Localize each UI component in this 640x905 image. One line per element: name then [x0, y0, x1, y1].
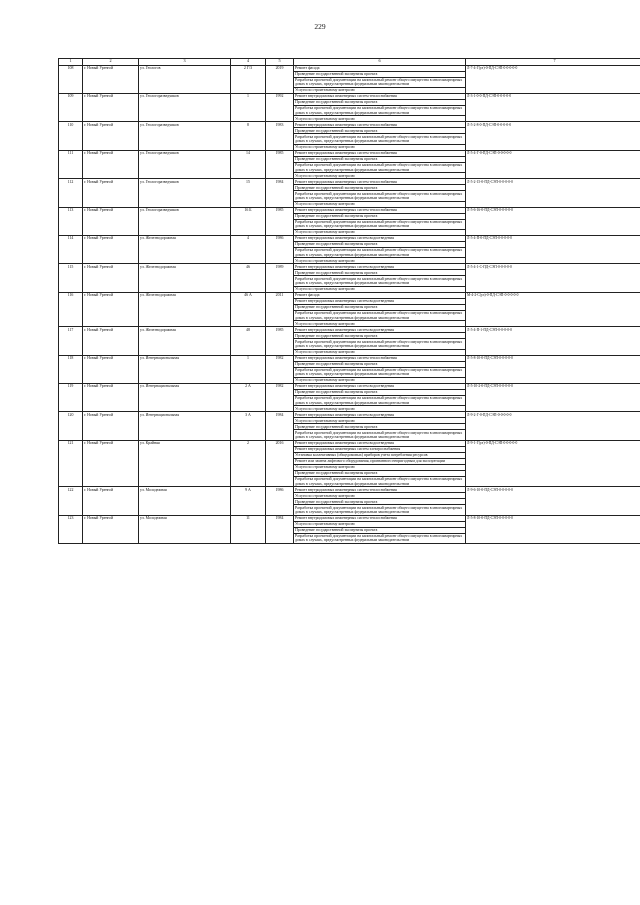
year-cell: 1984 — [266, 515, 294, 543]
row-number: 123 — [59, 515, 83, 543]
street-cell: ул. Геологоразведчиков — [139, 94, 231, 122]
row-number: 110 — [59, 122, 83, 150]
street-cell: ул. Геологоразведчиков — [139, 150, 231, 178]
work-type-cell: Проведение государственной экспертизы проекта — [294, 128, 466, 134]
row-number: 112 — [59, 179, 83, 207]
street-cell: ул. Геологоразведчиков — [139, 122, 231, 150]
city-cell: г. Новый Уренгой — [83, 65, 139, 93]
work-type-cell: Разработка проектной документации на капитальный ремонт общего имущества в многоквартирных домах в случаях, предусмотренных федеральным законодательством — [294, 276, 466, 286]
city-cell: г. Новый Уренгой — [83, 515, 139, 543]
city-cell: г. Новый Уренгой — [83, 264, 139, 292]
house-number-cell: 46 А — [231, 292, 266, 326]
row-number: 116 — [59, 292, 83, 326]
work-type-cell: Услуги по строительному контролю — [294, 464, 466, 470]
work-type-cell: Проведение государственной экспертизы проекта — [294, 499, 466, 505]
code-cell: Л-5-4-П-1-ПД-СЭП-0-0-0-0-0 — [466, 327, 640, 355]
code-cell: Л-7-4-Г(ул)-0-ПД-СЭП-0-0-0-0-0 — [466, 65, 640, 93]
city-cell: г. Новый Уренгой — [83, 94, 139, 122]
house-number-cell: 2 Г/3 — [231, 65, 266, 93]
table-row — [59, 355, 640, 361]
table-row — [59, 264, 640, 270]
work-type-cell: Разработка проектной документации на капитальный ремонт общего имущества в многоквартирных домах в случаях, предусмотренных федеральным законодательством — [294, 134, 466, 144]
work-type-cell: Ремонт внутридомовых инженерных систем теплоснабжения — [294, 94, 466, 100]
work-type-cell: Разработка проектной документации на капитальный ремонт общего имущества в многоквартирных домах в случаях, предусмотренных федеральным законодательством — [294, 219, 466, 229]
table-row — [59, 122, 640, 128]
row-number: 113 — [59, 207, 83, 235]
row-number: 117 — [59, 327, 83, 355]
work-type-cell: Проведение государственной экспертизы проекта — [294, 527, 466, 533]
year-cell: 1985 — [266, 150, 294, 178]
work-type-cell: Услуги по строительному контролю — [294, 286, 466, 292]
work-type-cell: Разработка проектной документации на капитальный ремонт общего имущества в многоквартирных домах в случаях, предусмотренных федеральным законодательством — [294, 505, 466, 515]
work-type-cell: Разработка проектной документации на капитальный ремонт общего имущества в многоквартирных домах в случаях, предусмотренных федеральным законодательством — [294, 191, 466, 201]
work-type-cell: Проведение государственной экспертизы проекта — [294, 270, 466, 276]
work-type-cell: Разработка проектной документации на капитальный ремонт общего имущества в многоквартирных домах в случаях, предусмотренных федеральным законодательством — [294, 248, 466, 258]
house-number-cell: 14 — [231, 150, 266, 178]
work-type-cell: Услуги по строительному контролю — [294, 201, 466, 207]
table-row — [59, 94, 640, 100]
table-row — [59, 440, 640, 446]
year-cell: 1986 — [266, 487, 294, 515]
work-type-cell: Услуги по строительному контролю — [294, 116, 466, 122]
work-type-cell: Разработка проектной документации на капитальный ремонт общего имущества в многоквартирных домах в случаях, предусмотренных федеральным законодательством — [294, 476, 466, 486]
table-row — [59, 487, 640, 493]
work-type-cell: Разработка проектной документации на капитальный ремонт общего имущества в многоквартирных домах в случаях, предусмотренных федеральным законодательством — [294, 533, 466, 543]
city-cell: г. Новый Уренгой — [83, 384, 139, 412]
work-type-cell: Услуги по строительному контролю — [294, 493, 466, 499]
col-header-4: 4 — [231, 59, 266, 66]
row-number: 118 — [59, 355, 83, 383]
col-header-7: 7 — [466, 59, 640, 66]
year-cell: 2016 — [266, 440, 294, 486]
work-type-cell: Проведение государственной экспертизы проекта — [294, 390, 466, 396]
house-number-cell: 16 Б — [231, 207, 266, 235]
row-number: 120 — [59, 412, 83, 440]
street-cell: ул. Крайняя — [139, 440, 231, 486]
work-type-cell: Установка коллективных (общедомовых) приборов учета потребления ресурсов — [294, 452, 466, 458]
work-type-cell: Услуги по строительному контролю — [294, 406, 466, 412]
street-cell: ул. Геологоразведчиков — [139, 179, 231, 207]
work-type-cell: Проведение государственной экспертизы проекта — [294, 424, 466, 430]
year-cell: 2019 — [266, 65, 294, 93]
street-cell: ул. Молодежная — [139, 515, 231, 543]
year-cell: 1982 — [266, 355, 294, 383]
year-cell: 1984 — [266, 179, 294, 207]
work-type-cell: Услуги по строительному контролю — [294, 144, 466, 150]
work-type-cell: Услуги по строительному контролю — [294, 321, 466, 327]
work-type-cell: Ремонт внутридомовых инженерных систем водоотведения — [294, 327, 466, 333]
city-cell: г. Новый Уренгой — [83, 179, 139, 207]
house-number-cell: 11 — [231, 515, 266, 543]
work-type-cell: Разработка проектной документации на капитальный ремонт общего имущества в многоквартирных домах в случаях, предусмотренных федеральным законодательством — [294, 77, 466, 87]
code-cell: Л-9-1-Г(ул)-0-ПД-СЭП-0-0-0-0-0 — [466, 440, 640, 486]
house-number-cell: 4 — [231, 236, 266, 264]
table-row — [59, 327, 640, 333]
code-cell: Л-5-4-П-0-ПД-СЭП-0-0-0-0-0 — [466, 236, 640, 264]
street-cell: ул. Геологоразведчиков — [139, 207, 231, 235]
street-cell: ул. Интернациональная — [139, 412, 231, 440]
work-type-cell: Разработка проектной документации на капитальный ремонт общего имущества в многоквартирных домах в случаях, предусмотренных федеральным законодательством — [294, 367, 466, 377]
work-type-cell: Ремонт внутридомовых инженерных систем теплоснабжения — [294, 150, 466, 156]
year-cell: 1985 — [266, 327, 294, 355]
work-type-cell: Ремонт внутридомовых инженерных систем теплоснабжения — [294, 122, 466, 128]
work-type-cell: Ремонт внутридомовых инженерных систем водоотведения — [294, 440, 466, 446]
work-type-cell: Разработка проектной документации на капитальный ремонт общего имущества в многоквартирных домах в случаях, предусмотренных федеральным законодательством — [294, 310, 466, 320]
work-type-cell: Услуги по строительному контролю — [294, 521, 466, 527]
year-cell: 1982 — [266, 384, 294, 412]
house-number-cell: 3 А — [231, 412, 266, 440]
table-row — [59, 384, 640, 390]
street-cell: ул. Интернациональная — [139, 384, 231, 412]
table-row — [59, 150, 640, 156]
code-cell: Л-5-4-1-С-ПД-СЭП-0-0-0-0-0 — [466, 264, 640, 292]
work-type-cell: Проведение государственной экспертизы проекта — [294, 304, 466, 310]
work-type-cell: Проведение государственной экспертизы проекта — [294, 100, 466, 106]
work-type-cell: Услуги по строительному контролю — [294, 378, 466, 384]
code-cell: М-4-2-С(ул)-0-ПД-СЭП-0-0-0-0-0 — [466, 292, 640, 326]
work-type-cell: Проведение государственной экспертизы проекта — [294, 470, 466, 476]
code-cell: Л-9-2-Г-0-ПД-СЭП-0-0-0-0-0 — [466, 412, 640, 440]
header-row — [59, 59, 640, 66]
city-cell: г. Новый Уренгой — [83, 292, 139, 326]
work-type-cell: Ремонт внутридомовых инженерных систем водоотведения — [294, 264, 466, 270]
work-type-cell: Ремонт внутридомовых инженерных систем водоотведения — [294, 384, 466, 390]
street-cell: ул. Интернациональная — [139, 355, 231, 383]
work-type-cell: Услуги по строительному контролю — [294, 418, 466, 424]
year-cell: 1983 — [266, 122, 294, 150]
city-cell: г. Новый Уренгой — [83, 122, 139, 150]
table-row — [59, 236, 640, 242]
code-cell: Л-3-1-0-0-ПД-СЭП-0-0-0-0-0 — [466, 94, 640, 122]
code-cell: Л-5-2-8-0-ПД-СЭП-0-0-0-0-0 — [466, 122, 640, 150]
work-type-cell: Ремонт внутридомовых инженерных систем водоотведения — [294, 412, 466, 418]
row-number: 122 — [59, 487, 83, 515]
work-type-cell: Разработка проектной документации на капитальный ремонт общего имущества в многоквартирных домах в случаях, предусмотренных федеральным законодательством — [294, 339, 466, 349]
register-table — [58, 58, 640, 544]
house-number-cell: 2 — [231, 440, 266, 486]
work-type-cell: Ремонт внутридомовых инженерных систем электроснабжения — [294, 446, 466, 452]
city-cell: г. Новый Уренгой — [83, 236, 139, 264]
table-row — [59, 179, 640, 185]
house-number-cell: 46 — [231, 264, 266, 292]
work-type-cell: Услуги по строительному контролю — [294, 230, 466, 236]
work-type-cell: Услуги по строительному контролю — [294, 349, 466, 355]
work-type-cell: Ремонт внутридомовых инженерных систем теплоснабжения — [294, 207, 466, 213]
work-type-cell: Ремонт фасада — [294, 292, 466, 298]
work-type-cell: Проведение государственной экспертизы проекта — [294, 185, 466, 191]
house-number-cell: 9 А — [231, 487, 266, 515]
city-cell: г. Новый Уренгой — [83, 355, 139, 383]
code-cell: Л-5-6-16-0-ПД-СЭП-0-0-0-0-0 — [466, 207, 640, 235]
row-number: 119 — [59, 384, 83, 412]
work-type-cell: Ремонт внутридомовых инженерных систем водоотведения — [294, 298, 466, 304]
street-cell: ул. Геологов — [139, 65, 231, 93]
street-cell: ул. Железнодорожная — [139, 292, 231, 326]
col-header-3: 3 — [139, 59, 231, 66]
work-type-cell: Ремонт внутридомовых инженерных систем водоотведения — [294, 236, 466, 242]
work-type-cell: Ремонт фасада — [294, 65, 466, 71]
city-cell: г. Новый Уренгой — [83, 440, 139, 486]
house-number-cell: 8 — [231, 122, 266, 150]
code-cell: Л-5-4-Г-0-ПД-СЭП-0-0-0-0-0 — [466, 150, 640, 178]
row-number: 111 — [59, 150, 83, 178]
work-type-cell: Разработка проектной документации на капитальный ремонт общего имущества в многоквартирных домах в случаях, предусмотренных федеральным законодательством — [294, 430, 466, 440]
city-cell: г. Новый Уренгой — [83, 412, 139, 440]
street-cell: ул. Железнодорожная — [139, 327, 231, 355]
table-row — [59, 412, 640, 418]
year-cell: 2011 — [266, 292, 294, 326]
work-type-cell: Разработка проектной документации на капитальный ремонт общего имущества в многоквартирных домах в случаях, предусмотренных федеральным законодательством — [294, 106, 466, 116]
street-cell: ул. Железнодорожная — [139, 264, 231, 292]
year-cell: 1984 — [266, 412, 294, 440]
work-type-cell: Разработка проектной документации на капитальный ремонт общего имущества в многоквартирных домах в случаях, предусмотренных федеральным законодательством — [294, 162, 466, 172]
work-type-cell: Услуги по строительному контролю — [294, 173, 466, 179]
row-number: 109 — [59, 94, 83, 122]
house-number-cell: 1 — [231, 355, 266, 383]
row-number: 121 — [59, 440, 83, 486]
col-header-5: 5 — [266, 59, 294, 66]
code-cell: Л-9-6-10-0-ПД-СЭП-0-0-0-0-0 — [466, 487, 640, 515]
year-cell: 1989 — [266, 264, 294, 292]
row-number: 115 — [59, 264, 83, 292]
work-type-cell: Услуги по строительному контролю — [294, 258, 466, 264]
code-cell: Л-5-8-10-0-ПД-СЭП-0-0-0-0-0 — [466, 515, 640, 543]
code-cell: Л-5-8-10-0-ПД-СЭП-0-0-0-0-0 — [466, 355, 640, 383]
work-type-cell: Проведение государственной экспертизы проекта — [294, 242, 466, 248]
house-number-cell: 48 — [231, 327, 266, 355]
table-row — [59, 207, 640, 213]
work-type-cell: Ремонт внутридомовых инженерных систем теплоснабжения — [294, 487, 466, 493]
row-number: 114 — [59, 236, 83, 264]
code-cell: Л-5-2-15-0-ПД-СЭП-0-0-0-0-0 — [466, 179, 640, 207]
work-type-cell: Проведение государственной экспертизы проекта — [294, 361, 466, 367]
year-cell: 1992 — [266, 94, 294, 122]
work-type-cell: Проведение государственной экспертизы проекта — [294, 156, 466, 162]
page-number: 229 — [314, 22, 326, 31]
work-type-cell: Проведение государственной экспертизы проекта — [294, 333, 466, 339]
work-type-cell: Разработка проектной документации на капитальный ремонт общего имущества в многоквартирных домах в случаях, предусмотренных федеральным законодательством — [294, 396, 466, 406]
work-type-cell: Проведение государственной экспертизы проекта — [294, 213, 466, 219]
house-number-cell: 1 — [231, 94, 266, 122]
city-cell: г. Новый Уренгой — [83, 327, 139, 355]
city-cell: г. Новый Уренгой — [83, 487, 139, 515]
work-type-cell: Ремонт или замена лифтового оборудования, признанного непригодным для эксплуатации — [294, 458, 466, 464]
house-number-cell: 15 — [231, 179, 266, 207]
year-cell: 1985 — [266, 207, 294, 235]
house-number-cell: 2 А — [231, 384, 266, 412]
work-type-cell: Ремонт внутридомовых инженерных систем теплоснабжения — [294, 179, 466, 185]
col-header-1: 1 — [59, 59, 83, 66]
col-header-2: 2 — [83, 59, 139, 66]
work-type-cell: Ремонт внутридомовых инженерных систем теплоснабжения — [294, 515, 466, 521]
col-header-6: 6 — [294, 59, 466, 66]
table-row — [59, 515, 640, 521]
code-cell: Л-5-10-2-0-ПД-СЭП-0-0-0-0-0 — [466, 384, 640, 412]
work-type-cell: Проведение государственной экспертизы проекта — [294, 71, 466, 77]
city-cell: г. Новый Уренгой — [83, 207, 139, 235]
city-cell: г. Новый Уренгой — [83, 150, 139, 178]
work-type-cell: Услуги по строительному контролю — [294, 88, 466, 94]
street-cell: ул. Молодежная — [139, 487, 231, 515]
year-cell: 1986 — [266, 236, 294, 264]
street-cell: ул. Железнодорожная — [139, 236, 231, 264]
work-type-cell: Ремонт внутридомовых инженерных систем теплоснабжения — [294, 355, 466, 361]
row-number: 108 — [59, 65, 83, 93]
